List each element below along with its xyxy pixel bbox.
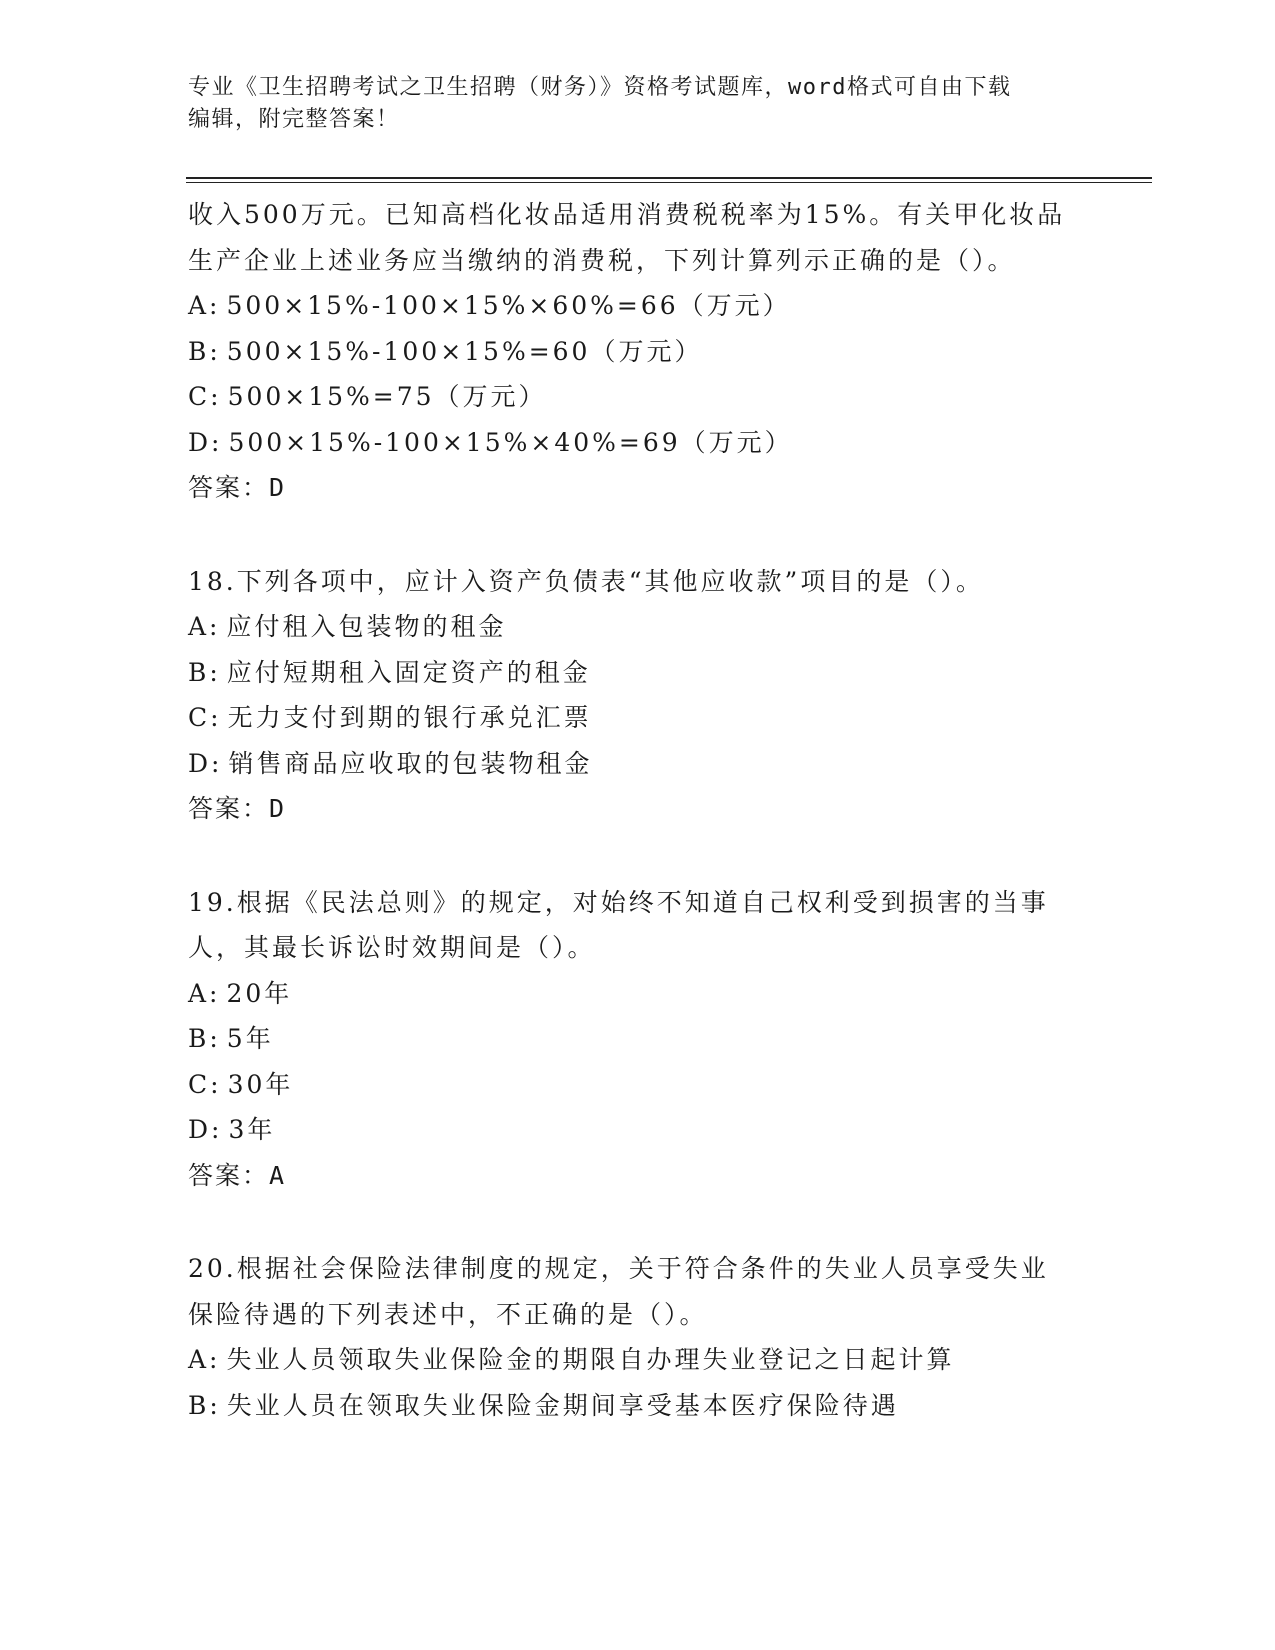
header-line-1: 专业《卫生招聘考试之卫生招聘（财务）》资格考试题库，word格式可自由下载 (188, 75, 1012, 100)
option-prefix: C: (188, 382, 222, 411)
option-b (188, 329, 1088, 375)
option-d (188, 1107, 1088, 1153)
option-text: 20年 (226, 978, 293, 1008)
answer-label: 答案： (188, 1160, 270, 1190)
answer-value: D (269, 473, 287, 502)
question-stem-line: 生产企业上述业务应当缴纳的消费税，下列计算列示正确的是（）。 (188, 245, 1016, 275)
question-stem-line: 人，其最长诉讼时效期间是（）。 (188, 933, 596, 962)
option-text: 3年 (228, 1115, 276, 1144)
question-stem-line: 20.根据社会保险法律制度的规定，关于符合条件的失业人员享受失业 (188, 1254, 1049, 1283)
option-text: 500×15%=75（万元） (227, 382, 547, 411)
question-stem-line: 18.下列各项中，应计入资产负债表“其他应收款”项目的是（）。 (188, 566, 984, 596)
question-stem-line: 保险待遇的下列表述中，不正确的是（）。 (188, 1299, 708, 1329)
option-text: 5年 (226, 1024, 274, 1053)
option-c (188, 695, 1088, 741)
option-a (188, 604, 1088, 650)
option-b (188, 1016, 1088, 1062)
option-prefix: B: (188, 1390, 221, 1420)
question-stem-line: 19.根据《民法总则》的规定，对始终不知道自己权利受到损害的当事 (188, 887, 1049, 917)
option-prefix: C: (188, 1069, 222, 1099)
option-prefix: D: (188, 427, 223, 457)
option-prefix: A: (188, 1345, 221, 1374)
header-rule-thick (186, 177, 1152, 179)
option-c (188, 1062, 1088, 1108)
option-text: 失业人员在领取失业保险金期间享受基本医疗保险待遇 (226, 1390, 899, 1420)
header-rule-thin (186, 182, 1152, 183)
question-18 (188, 559, 1088, 832)
option-prefix: B: (188, 1024, 221, 1053)
answer-value: D (269, 794, 287, 823)
answer-line (188, 465, 1088, 511)
option-d (188, 741, 1088, 787)
option-text: 500×15%-100×15%×40%=69（万元） (228, 427, 793, 457)
option-text: 应付短期租入固定资产的租金 (226, 657, 591, 687)
option-prefix: B: (188, 657, 221, 687)
answer-line (188, 786, 1088, 832)
question-20 (188, 1246, 1088, 1428)
option-text: 无力支付到期的银行承兑汇票 (227, 703, 592, 732)
option-prefix: D: (188, 748, 223, 778)
option-prefix: D: (188, 1115, 223, 1144)
option-text: 30年 (227, 1069, 294, 1099)
option-prefix: A: (188, 978, 221, 1008)
answer-line (188, 1153, 1088, 1199)
answer-label: 答案： (188, 473, 270, 502)
question-19 (188, 880, 1088, 1199)
answer-value: A (269, 1160, 287, 1190)
option-a (188, 283, 1088, 329)
option-a (188, 1337, 1088, 1383)
option-prefix: A: (188, 612, 221, 641)
option-b (188, 650, 1088, 696)
option-text: 销售商品应收取的包装物租金 (228, 748, 593, 778)
question-17 (188, 192, 1088, 511)
document-body (188, 192, 1088, 1428)
option-a (188, 971, 1088, 1017)
option-b (188, 1383, 1088, 1429)
option-text: 500×15%-100×15%×60%=66（万元） (226, 291, 791, 320)
option-text: 500×15%-100×15%=60（万元） (226, 336, 703, 366)
option-text: 失业人员领取失业保险金的期限自办理失业登记之日起计算 (226, 1345, 955, 1374)
option-prefix: B: (188, 336, 221, 366)
question-stem-line: 收入500万元。已知高档化妆品适用消费税税率为15%。有关甲化妆品 (188, 200, 1066, 229)
header-line-2: 编辑，附完整答案！ (188, 107, 400, 132)
page-header (188, 72, 1088, 136)
answer-label: 答案： (188, 794, 270, 823)
option-d (188, 420, 1088, 466)
option-text: 应付租入包装物的租金 (226, 612, 507, 641)
option-prefix: A: (188, 291, 221, 320)
option-prefix: C: (188, 703, 222, 732)
option-c (188, 374, 1088, 420)
